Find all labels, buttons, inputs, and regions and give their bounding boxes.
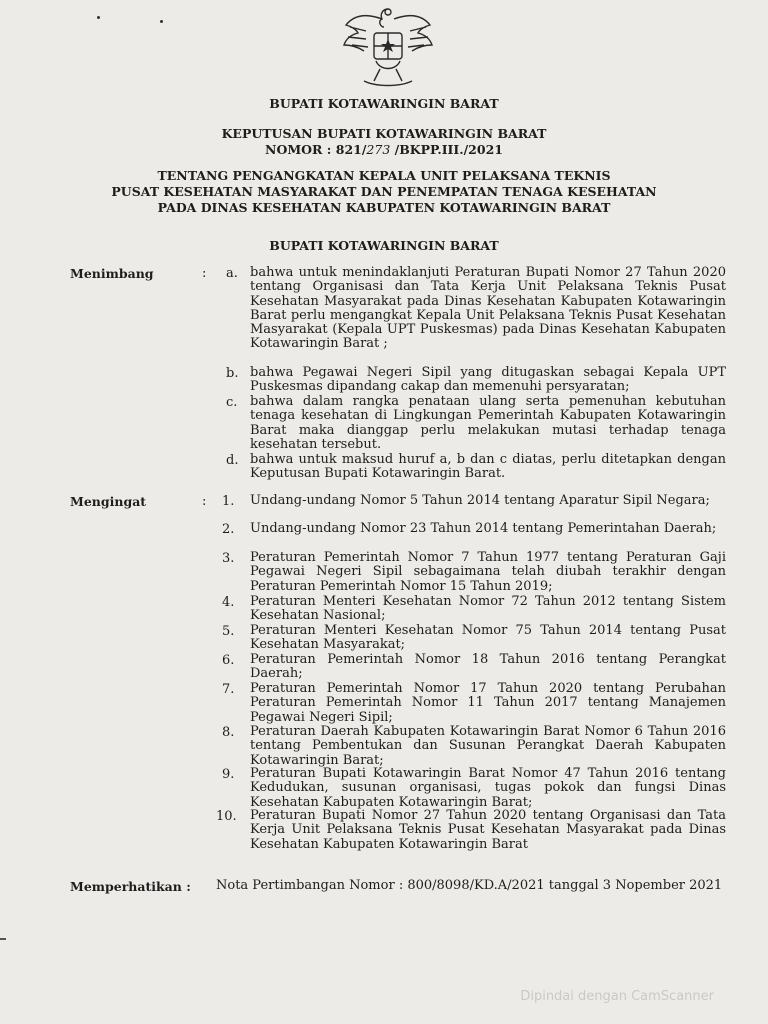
list-marker: 9. (222, 767, 235, 782)
subject-line-2: PUSAT KESEHATAN MASYARAKAT DAN PENEMPATAN TENAGA KESEHATAN (111, 184, 657, 199)
decree-number: NOMOR : 821/273 /BKPP.III./2021 (265, 142, 503, 157)
decree-title: KEPUTUSAN BUPATI KOTAWARINGIN BARAT (221, 126, 547, 141)
menimbang-label: Menimbang (70, 266, 154, 281)
mengingat-item-8: Peraturan Daerah Kabupaten Kotawaringin Barat Nomor 6 Tahun 2016 tentang Pembentukan dan Susunan Perangkat Daerah Kabupaten Kotawaringin Barat; (250, 724, 726, 768)
menimbang-item-a: bahwa untuk menindaklanjuti Peraturan Bupati Nomor 27 Tahun 2020 tentang Organisasi dan Tata Kerja Unit Pelaksana Teknis Pusat Kesehatan Masyarakat pada Dinas Kesehatan Kabupaten Kotawaringin Barat perlu mengangkat Kepala Unit Pelaksana Teknis Pusat Kesehatan Masyarakat (Kepala UPT Puskesmas) pada Dinas Kesehatan Kabupaten Kotawaringin Barat ; (250, 265, 726, 352)
mengingat-item-6: Peraturan Pemerintah Nomor 18 Tahun 2016 tentang Perangkat Daerah; (250, 652, 726, 682)
list-marker: b. (226, 366, 239, 381)
list-marker: 10. (216, 809, 237, 824)
mengingat-item-2: Undang-undang Nomor 23 Tahun 2014 tentang Pemerintahan Daerah; (250, 521, 717, 536)
scan-speck (97, 16, 100, 19)
mengingat-item-5: Peraturan Menteri Kesehatan Nomor 75 Tahun 2014 tentang Pusat Kesehatan Masyarakat; (250, 623, 726, 653)
authority-heading: BUPATI KOTAWARINGIN BARAT (269, 238, 499, 253)
mengingat-item-10: Peraturan Bupati Nomor 27 Tahun 2020 tentang Organisasi dan Tata Kerja Unit Pelaksana Teknis Pusat Kesehatan Masyarakat pada Dinas Kesehatan Kabupaten Kotawaringin Barat (250, 808, 726, 852)
scan-mark (0, 938, 6, 940)
list-marker: c. (226, 395, 238, 410)
mengingat-item-7: Peraturan Pemerintah Nomor 17 Tahun 2020 tentang Perubahan Peraturan Pemerintah Nomor 11 Tahun 2017 tentang Manajemen Pegawai Negeri Sipil; (250, 681, 726, 725)
list-marker: 4. (222, 595, 235, 610)
list-marker: d. (226, 453, 239, 468)
memperhatikan-label: Memperhatikan : (70, 879, 191, 894)
subject-line-1: TENTANG PENGANGKATAN KEPALA UNIT PELAKSANA TEKNIS (157, 168, 611, 183)
list-marker: 2. (222, 522, 235, 537)
subject-line-3: PADA DINAS KESEHATAN KABUPATEN KOTAWARINGIN BARAT (157, 200, 611, 215)
mengingat-item-3: Peraturan Pemerintah Nomor 7 Tahun 1977 tentang Peraturan Gaji Pegawai Negeri Sipil sebagaimana telah diubah terakhir dengan Peraturan Pemerintah Nomor 15 Tahun 2019; (250, 550, 726, 594)
list-marker: 7. (222, 682, 235, 697)
menimbang-item-b: bahwa Pegawai Negeri Sipil yang ditugaskan sebagai Kepala UPT Puskesmas dipandang cakap dan memenuhi persyaratan; (250, 365, 726, 395)
handwritten-number: 273 (366, 142, 391, 157)
list-marker: 6. (222, 653, 235, 668)
list-marker: 5. (222, 624, 235, 639)
issuing-authority: BUPATI KOTAWARINGIN BARAT (269, 96, 499, 111)
mengingat-item-4: Peraturan Menteri Kesehatan Nomor 72 Tahun 2012 tentang Sistem Kesehatan Nasional; (250, 594, 726, 624)
mengingat-item-1: Undang-undang Nomor 5 Tahun 2014 tentang Aparatur Sipil Negara; (250, 493, 710, 508)
garuda-emblem-icon (336, 3, 440, 91)
menimbang-colon: : (202, 266, 207, 281)
mengingat-colon: : (202, 494, 207, 509)
menimbang-item-c: bahwa dalam rangka penataan ulang serta pemenuhan kebutuhan tenaga kesehatan di Lingkungan Pemerintah Kabupaten Kotawaringin Barat maka dianggap perlu melakukan mutasi terhadap tenaga kesehatan tersebut. (250, 394, 726, 452)
list-marker: 3. (222, 551, 235, 566)
list-marker: a. (226, 266, 238, 281)
list-marker: 1. (222, 494, 235, 509)
memperhatikan-text: Nota Pertimbangan Nomor : 800/8098/KD.A/2021 tanggal 3 Nopember 2021 (216, 878, 723, 893)
camscanner-watermark: Dipindai dengan CamScanner (520, 989, 714, 1004)
list-marker: 8. (222, 725, 235, 740)
mengingat-label: Mengingat (70, 494, 147, 509)
scan-speck (160, 20, 163, 23)
menimbang-item-d: bahwa untuk maksud huruf a, b dan c diatas, perlu ditetapkan dengan Keputusan Bupati Kotawaringin Barat. (250, 452, 726, 482)
mengingat-item-9: Peraturan Bupati Kotawaringin Barat Nomor 47 Tahun 2016 tentang Kedudukan, susunan organisasi, tugas pokok dan fungsi Dinas Kesehatan Kabupaten Kotawaringin Barat; (250, 766, 726, 810)
